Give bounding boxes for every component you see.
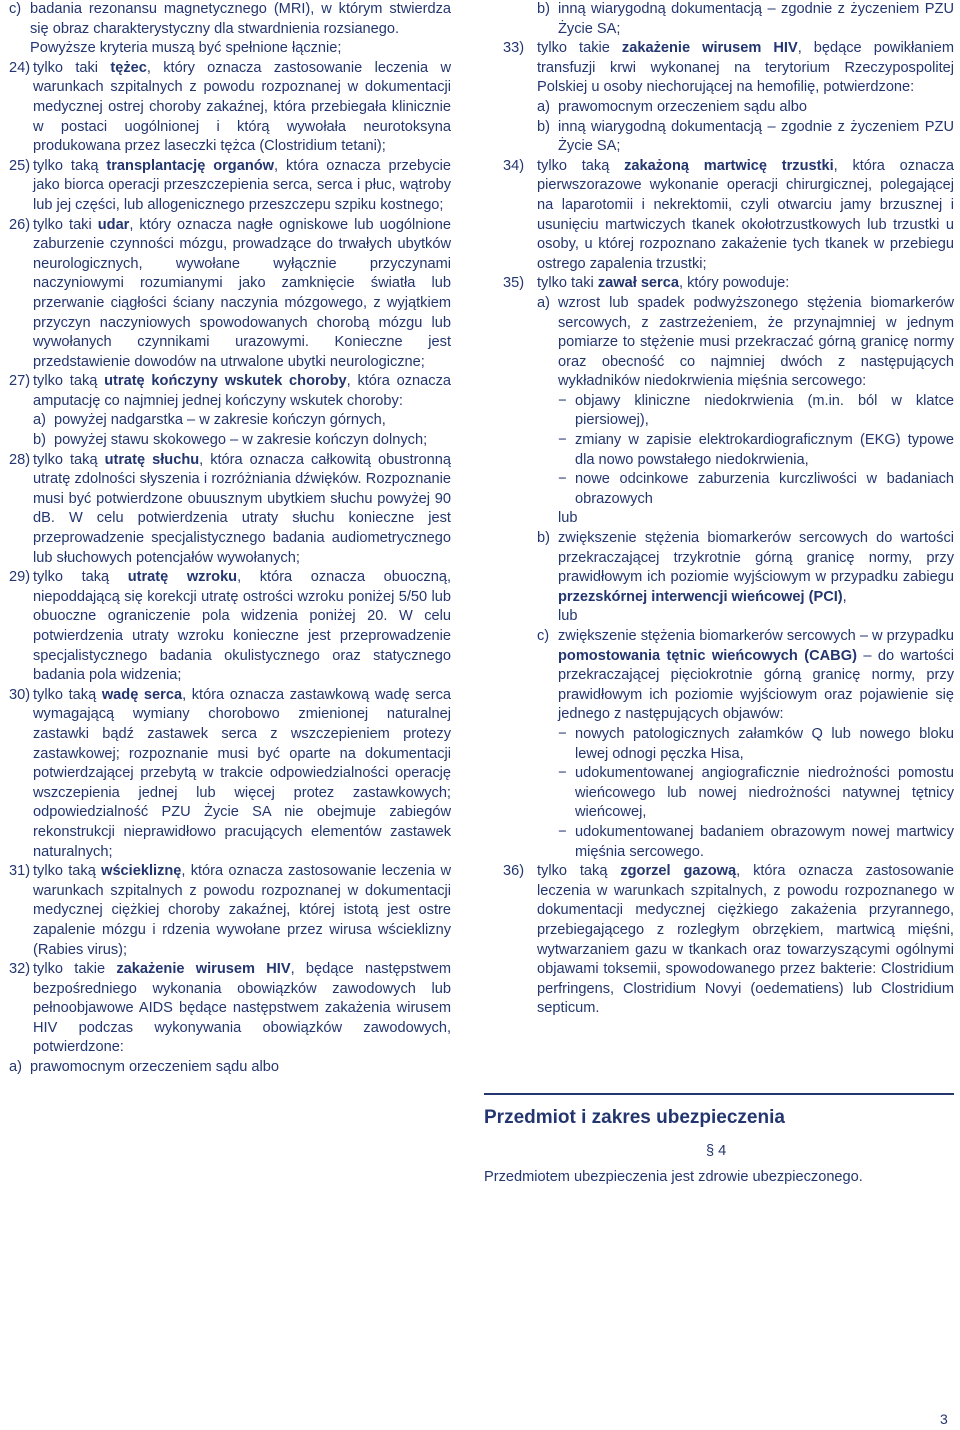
section-heading: Przedmiot i zakres ubezpieczenia bbox=[484, 1107, 785, 1128]
item-26-udar: 26) tylko taki udar, który oznacza nagłe ogniskowe lub uogólnione zaburzenie czynności mózgu, prowadzące do trwałych ubytków neurologicznych, wywołane wyłącznie przyczynami naczyniowymi rozumianymi jako zamknięcie światła lub przerwanie ciągłości ściany naczynia mózgowego, z wyjątkiem przyczyn naczyniowych spowodowanych chorobą mózgu lub wywołanych czynnikami urazowymi. Konieczne jest przedstawienie dowodów na utrwalone ubytki neurologiczne; bbox=[9, 216, 451, 370]
item-33-hiv-transfuzja: 33) tylko takie zakażenie wirusem HIV, będące powikłaniem transfuzji krwi wykonanej na terytorium Rzeczypospolitej Polskiej u osoby niechorującej na hemofilię, potwierdzone: bbox=[503, 40, 954, 96]
section-divider bbox=[484, 1093, 954, 1095]
item-32-a: a) prawomocnym orzeczeniem sądu albo bbox=[9, 1059, 280, 1076]
item-24-tezec: 24) tylko taki tężec, który oznacza zastosowanie leczenia w warunkach szpitalnych z powodu rozpoznanej w dokumentacji medycznej ostrej choroby zakaźnej, która przebiegała klinicznie w postaci uogólnionej i którą wywołała neurotoksyna produkowana przez laseczki tężca (Clostridium tetani); bbox=[9, 59, 451, 155]
item-35-c-dash-2: − udokumentowanej angiograficznie niedrożności pomostu wieńcowego lub nowej niedrożności natywnej tętnicy wieńcowej, bbox=[558, 765, 954, 821]
left-column bbox=[9, 0, 451, 1078]
item-35-c-dash-1: − nowych patologicznych załamków Q lub nowego bloku lewej odnogi pęczka Hisa, bbox=[558, 725, 954, 762]
item-35-a-dash-2: − zmiany w zapisie elektrokardiograficznym (EKG) typowe dla nowo powstałego niedokrwienia, bbox=[558, 432, 954, 468]
or-connector-2: lub bbox=[558, 608, 578, 625]
item-35-a-dash-1: − objawy kliniczne niedokrwienia (m.in. ból w klatce piersiowej), bbox=[558, 392, 954, 429]
or-connector-1: lub bbox=[558, 510, 578, 527]
item-27-a: a) powyżej nadgarstka – w zakresie kończyn górnych, bbox=[33, 412, 386, 429]
item-35-zawal-serca: 35) tylko taki zawał serca, który powoduje: bbox=[503, 275, 790, 292]
item-29-utrata-wzroku: 29) tylko taką utratę wzroku, która oznacza obuoczną, niepoddającą się korekcji utratę ostrości wzroku poniżej 5/50 lub obuoczne ograniczenie pola widzenia poniżej 20. W celu potwierdzenia utraty wzroku konieczne jest przeprowadzenie specjalistycznego badania okulistycznego oraz statycznego badania pola widzenia; bbox=[9, 569, 451, 684]
item-30-wada-serca: 30) tylko taką wadę serca, która oznacza zastawkową wadę serca wymagającą wymiany chorobowo zmienionej naturalnej zastawki bądź zastawek serca z wszczepieniem protezy zastawkowej; rozpoznanie musi być oparte na dokumentacji potwierdzającej przebytą w trakcie odpowiedzialności operację wszczepienia jednej lub więcej protez zastawkowych; odpowiedzialność PZU Życie SA nie obejmuje zabiegów rekonstrukcji nieprawidłowo pracujących elementów zastawek naturalnych; bbox=[9, 686, 451, 860]
item-33-b: b) inną wiarygodną dokumentacją – zgodnie z życzeniem PZU Życie SA; bbox=[537, 118, 954, 155]
item-27-utrata-konczyny: 27) tylko taką utratę kończyny wskutek choroby, która oznacza amputację co najmniej jednej kończyny wskutek choroby: bbox=[9, 373, 451, 409]
item-c-mri: c) badania rezonansu magnetycznego (MRI), w którym stwierdza się obraz charakterystyczny dla stwardnienia rozsianego. bbox=[9, 1, 451, 37]
item-32-hiv-zawodowe: 32) tylko takie zakażenie wirusem HIV, będące następstwem bezpośredniego wykonania obowiązków zawodowych lub pełnoobjawowe AIDS będące następstwem zakażenia wirusem HIV podczas wykonywania obowiązków zawodowych, potwierdzone: bbox=[9, 961, 451, 1056]
page-number: 3 bbox=[940, 1411, 948, 1427]
item-35-c: c) zwiększenie stężenia biomarkerów sercowych – w przypadku pomostowania tętnic wieńcowych (CABG) – do wartości przekraczającej pięciokrotnie górną granicę normy, przy prawidłowym ich poziomie wyjściowym oraz pojawienie się jednego z następujących objawów: bbox=[537, 628, 954, 723]
section-text: Przedmiotem ubezpieczenia jest zdrowie ubezpieczonego. bbox=[484, 1169, 863, 1185]
item-35-a-dash-3: − nowe odcinkowe zaburzenia kurczliwości w badaniach obrazowych bbox=[558, 471, 954, 507]
item-25-transplantacja: 25) tylko taką transplantację organów, która oznacza przebycie jako biorca operacji przeszczepienia serca, serca i płuc, wątroby lub jej części, lub allogenicznego przeszczepu szpiku kostnego; bbox=[9, 157, 452, 213]
item-27-b: b) powyżej stawu skokowego – w zakresie kończyn dolnych; bbox=[33, 432, 428, 449]
item-28-utrata-sluchu: 28) tylko taką utratę słuchu, która oznacza całkowitą obustronną utratę zdolności słyszenia i rozróżniania dźwięków. Rozpoznanie musi być potwierdzone obuusznym ubytkiem słuchu powyżej 90 dB. W celu potwierdzenia utraty słuchu konieczne jest przeprowadzenie specjalistycznego badania audiometrycznego lub słuchowych potencjałów wywołanych; bbox=[9, 451, 452, 566]
right-column bbox=[484, 0, 954, 1019]
item-35-c-dash-3: − udokumentowanej badaniem obrazowym nowej martwicy mięśnia sercowego. bbox=[558, 823, 954, 860]
item-34-martwica-trzustki: 34) tylko taką zakażoną martwicę trzustki, która oznacza pierwszorazowe wykonanie operacji chirurgicznej, polegającej na laparotomii i nekrektomii, czyli otwarciu jamy brzusznej i usunięciu martwiczych tkanek okołotrzustkowych lub trzustki u osoby, u której rozpoznano zakażenie tych tkanek w przebiegu ostrego zapalenia trzustki; bbox=[503, 157, 955, 272]
item-33-a: a) prawomocnym orzeczeniem sądu albo bbox=[537, 98, 808, 115]
paragraph-number: § 4 bbox=[706, 1143, 727, 1159]
item-35-b: b) zwiększenie stężenia biomarkerów sercowych do wartości przekraczającej trzykrotnie górną granicę normy, przy prawidłowym ich poziomie wyjściowym w przypadku zabiegu przezskórnej interwencji wieńcowej (PCI), bbox=[537, 530, 954, 605]
item-36-zgorzel-gazowa: 36) tylko taką zgorzel gazową, która oznacza zastosowanie leczenia w warunkach szpitalnych, z powodu rozpoznanego w dokumentacji medycznej ciężkiego zakażenia przyrannego, przebiegającego z rozległym obrzękiem, martwicą mięśni, wytwarzaniem gazu w tkankach oraz towarzyszącymi ogólnymi objawami toksemii, spowodowanego przez bakterie: Clostridium perfringens, Clostridium Novyi (oedematiens) lub Clostridium septicum. bbox=[503, 863, 954, 1017]
item-35-a: a) wzrost lub spadek podwyższonego stężenia biomarkerów sercowych, z zastrzeżeniem, że przynajmniej w jednym pomiarze to stężenie musi przekraczać górną granicę normy oraz obecność co najmniej dwóch z następujących wykładników niedokrwienia mięśnia sercowego: bbox=[537, 294, 954, 390]
item-32-b: b) inną wiarygodną dokumentacją – zgodnie z życzeniem PZU Życie SA; bbox=[537, 1, 954, 37]
item-31-wscieklizna: 31) tylko taką wściekliznę, która oznacza zastosowanie leczenia w warunkach szpitalnych z powodu rozpoznanej w dokumentacji medycznej ciężkiej choroby zakaźnej, której istotą jest ostre zapalenie mózgu i rdzenia wywołane przez wirusa wścieklizny (Rabies virus); bbox=[9, 863, 452, 958]
criteria-note: Powyższe kryteria muszą być spełnione łącznie; bbox=[30, 40, 342, 57]
